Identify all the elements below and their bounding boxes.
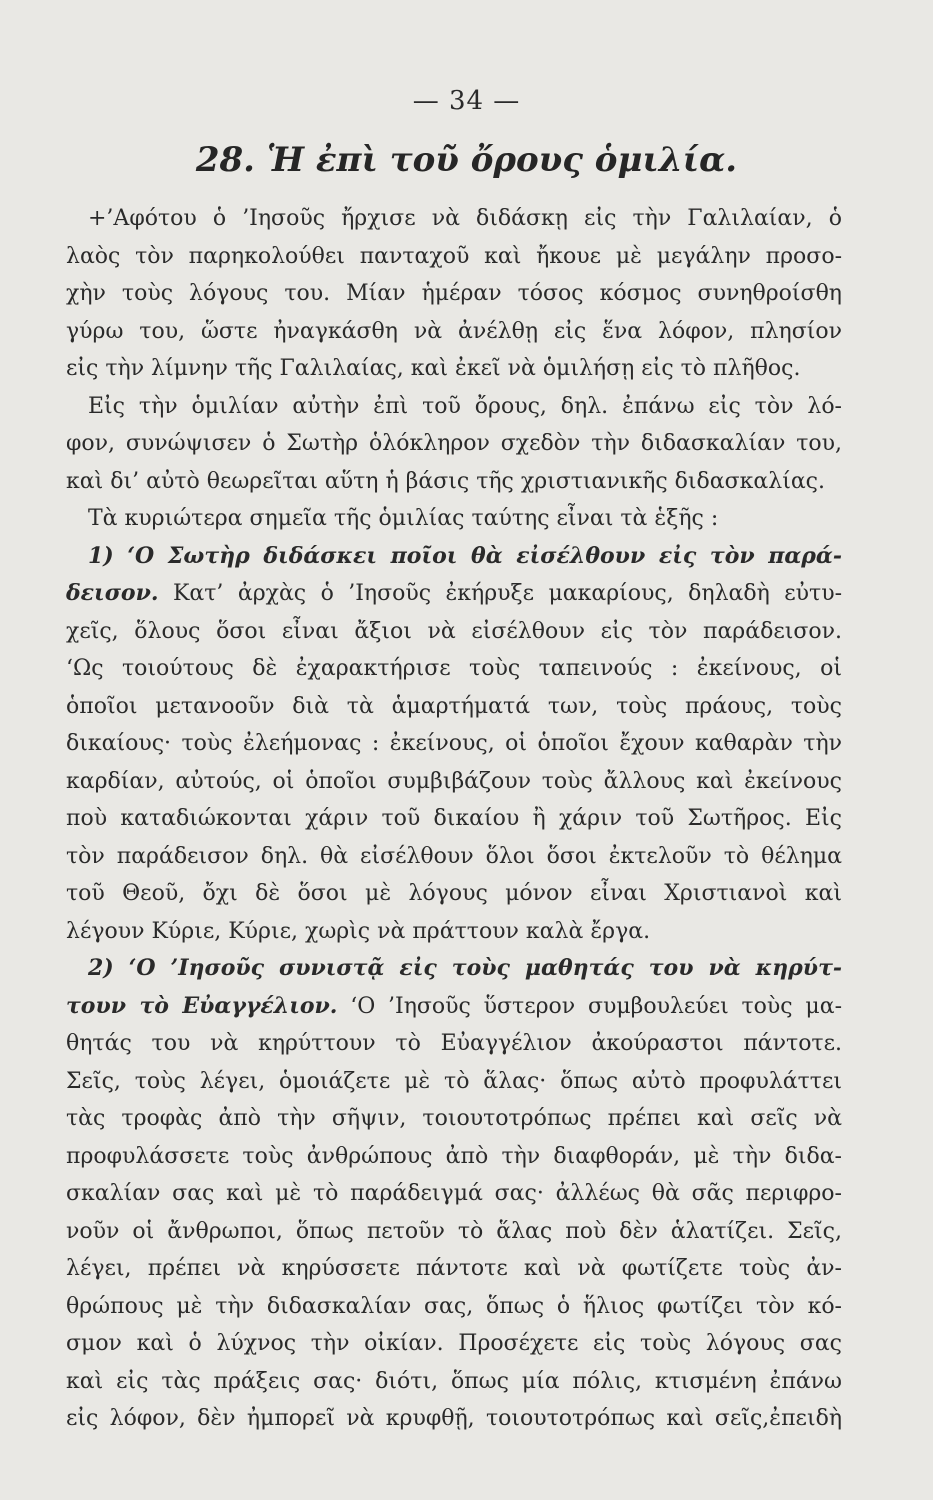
body-text xyxy=(66,200,842,1438)
text-fragment: χὴν τοὺς λόγους του. Μίαν ἡμέραν τόσος κόσμος συνηθροίσθη xyxy=(66,281,842,306)
page-number: — 34 — xyxy=(412,86,521,116)
text-line xyxy=(66,313,842,351)
text-fragment: χεῖς, ὅλους ὅσοι εἶναι ἄξιοι νὰ εἰσέλθουν εἰς τὸν παράδεισον. xyxy=(66,618,842,644)
text-line xyxy=(66,1175,842,1213)
text-line xyxy=(66,913,842,951)
text-line xyxy=(66,1063,842,1101)
text-fragment: σκαλίαν σας καὶ μὲ τὸ παράδειγμά σας· ἀλλέως θὰ σᾶς περιφρο- xyxy=(66,1181,842,1206)
text-fragment: εἰς λόφον, δὲν ἠμπορεῖ νὰ κρυφθῇ, τοιουτοτρόπως καὶ σεῖς,ἐπειδὴ xyxy=(66,1406,842,1431)
text-fragment: γύρω του, ὥστε ἠναγκάσθη νὰ ἀνέλθῃ εἰς ἕνα λόφον, πλησίον xyxy=(66,318,842,344)
text-line xyxy=(66,1250,842,1288)
text-fragment: φον, συνώψισεν ὁ Σωτὴρ ὁλόκληρον σχεδὸν τὴν διδασκαλίαν του, xyxy=(66,431,842,456)
text-line xyxy=(66,1025,842,1063)
text-fragment: ‘Ως τοιούτους δὲ ἐχαρακτήρισε τοὺς ταπεινούς : ἐκείνους, οἱ xyxy=(66,656,842,681)
chapter-title: 28. Ἡ ἐπὶ τοῦ ὄρους ὁμιλία. xyxy=(195,140,738,180)
text-line xyxy=(66,763,842,801)
text-line xyxy=(66,238,842,276)
text-line xyxy=(66,1363,842,1401)
text-fragment: λέγει, πρέπει νὰ κηρύσσετε πάντοτε καὶ νὰ φωτίζετε τοὺς ἀν- xyxy=(66,1256,842,1281)
section-heading-fragment: δεισον. xyxy=(66,580,159,606)
text-fragment: λέγουν Κύριε, Κύριε, χωρὶς νὰ πράττουν καλὰ ἔργα. xyxy=(66,918,651,944)
text-line xyxy=(66,463,842,501)
text-fragment: θρώπους μὲ τὴν διδασκαλίαν σας, ὅπως ὁ ἥλιος φωτίζει τὸν κό- xyxy=(66,1293,842,1319)
section-heading: 1) ‘Ο Σωτὴρ διδάσκει ποῖοι θὰ εἰσέλθουν εἰς τὸν παρά- xyxy=(88,542,842,569)
text-line xyxy=(66,425,842,463)
text-fragment: λαὸς τὸν παρηκολούθει πανταχοῦ καὶ ἤκουε μὲ μεγάλην προσο- xyxy=(66,243,842,269)
text-fragment: Κατ’ ἀρχὰς ὁ ’Ιησοῦς ἐκήρυξε μακαρίους, δηλαδὴ εὐτυ- xyxy=(158,581,842,606)
text-fragment: ποὺ καταδιώκονται χάριν τοῦ δικαίου ἢ χάριν τοῦ Σωτῆρος. Εἰς xyxy=(66,806,842,831)
text-fragment: καὶ εἰς τὰς πράξεις σας· διότι, ὅπως μία πόλις, κτισμένη ἐπάνω xyxy=(66,1368,842,1394)
text-fragment: Σεῖς, τοὺς λέγει, ὁμοιάζετε μὲ τὸ ἅλας· ὅπως αὐτὸ προφυλάττει xyxy=(66,1068,842,1094)
text-line xyxy=(66,500,842,538)
text-fragment: καρδίαν, αὐτούς, οἱ ὁποῖοι συμβιβάζουν τοὺς ἄλλους καὶ ἐκείνους xyxy=(66,768,842,794)
text-line xyxy=(66,688,842,726)
text-line xyxy=(66,575,842,613)
text-fragment: προφυλάσσετε τοὺς ἀνθρώπους ἀπὸ τὴν διαφθοράν, μὲ τὴν διδα- xyxy=(66,1143,842,1169)
text-fragment: νοῦν οἱ ἄνθρωποι, ὅπως πετοῦν τὸ ἅλας ποὺ δὲν ἁλατίζει. Σεῖς, xyxy=(66,1218,842,1244)
text-line xyxy=(66,200,842,238)
text-line xyxy=(66,275,842,313)
text-fragment: τὸν παράδεισον δηλ. θὰ εἰσέλθουν ὅλοι ὅσοι ἐκτελοῦν τὸ θέλημα xyxy=(66,843,842,869)
text-fragment: εἰς τὴν λίμνην τῆς Γαλιλαίας, καὶ ἐκεῖ νὰ ὁμιλήσῃ εἰς τὸ πλῆθος. xyxy=(66,356,801,381)
text-fragment: τὰς τροφὰς ἀπὸ τὴν σῆψιν, τοιουτοτρόπως πρέπει καὶ σεῖς νὰ xyxy=(66,1106,842,1131)
text-fragment: ὁποῖοι μετανοοῦν διὰ τὰ ἁμαρτήματά των, τοὺς πράους, τοὺς xyxy=(66,693,842,719)
text-line xyxy=(66,1288,842,1326)
text-line xyxy=(66,725,842,763)
text-fragment: θητάς του νὰ κηρύττουν τὸ Εὐαγγέλιον ἀκούραστοι πάντοτε. xyxy=(66,1031,842,1056)
text-line xyxy=(66,650,842,688)
text-line xyxy=(66,538,842,576)
text-fragment: καὶ δι’ αὐτὸ θεωρεῖται αὕτη ἡ βάσις τῆς χριστιανικῆς διδασκαλίας. xyxy=(66,468,825,494)
text-line xyxy=(66,1100,842,1138)
section-heading: 2) ‘Ο ’Ιησοῦς συνιστᾷ εἰς τοὺς μαθητάς του νὰ κηρύτ- xyxy=(88,955,842,981)
text-fragment: τοῦ Θεοῦ, ὄχι δὲ ὅσοι μὲ λόγους μόνον εἶναι Χριστιανοὶ καὶ xyxy=(66,881,842,906)
text-line xyxy=(66,350,842,388)
text-line xyxy=(66,388,842,426)
text-fragment: Εἰς τὴν ὁμιλίαν αὐτὴν ἐπὶ τοῦ ὄρους, δηλ. ἐπάνω εἰς τὸν λό- xyxy=(88,393,842,419)
text-fragment: +’Αφότου ὁ ’Ιησοῦς ἤρχισε νὰ διδάσκῃ εἰς τὴν Γαλιλαίαν, ὁ xyxy=(88,206,842,231)
text-line xyxy=(66,950,842,988)
text-fragment: Τὰ κυριώτερα σημεῖα τῆς ὁμιλίας ταύτης εἶναι τὰ ἑξῆς : xyxy=(88,506,719,531)
text-line xyxy=(66,838,842,876)
text-line xyxy=(66,800,842,838)
text-line xyxy=(66,1325,842,1363)
text-line xyxy=(66,1400,842,1438)
text-line xyxy=(66,613,842,651)
text-fragment: σμον καὶ ὁ λύχνος τὴν οἰκίαν. Προσέχετε εἰς τοὺς λόγους σας xyxy=(66,1331,842,1356)
text-line xyxy=(66,875,842,913)
text-line xyxy=(66,988,842,1026)
section-heading-fragment: τουν τὸ Εὐαγγέλιον. xyxy=(66,992,338,1019)
text-line xyxy=(66,1138,842,1176)
text-fragment: δικαίους· τοὺς ἐλεήμονας : ἐκείνους, οἱ ὁποῖοι ἔχουν καθαρὰν τὴν xyxy=(66,731,842,756)
text-fragment: ‘Ο ’Ιησοῦς ὕστερον συμβουλεύει τοὺς μα- xyxy=(337,993,842,1019)
text-line xyxy=(66,1213,842,1251)
